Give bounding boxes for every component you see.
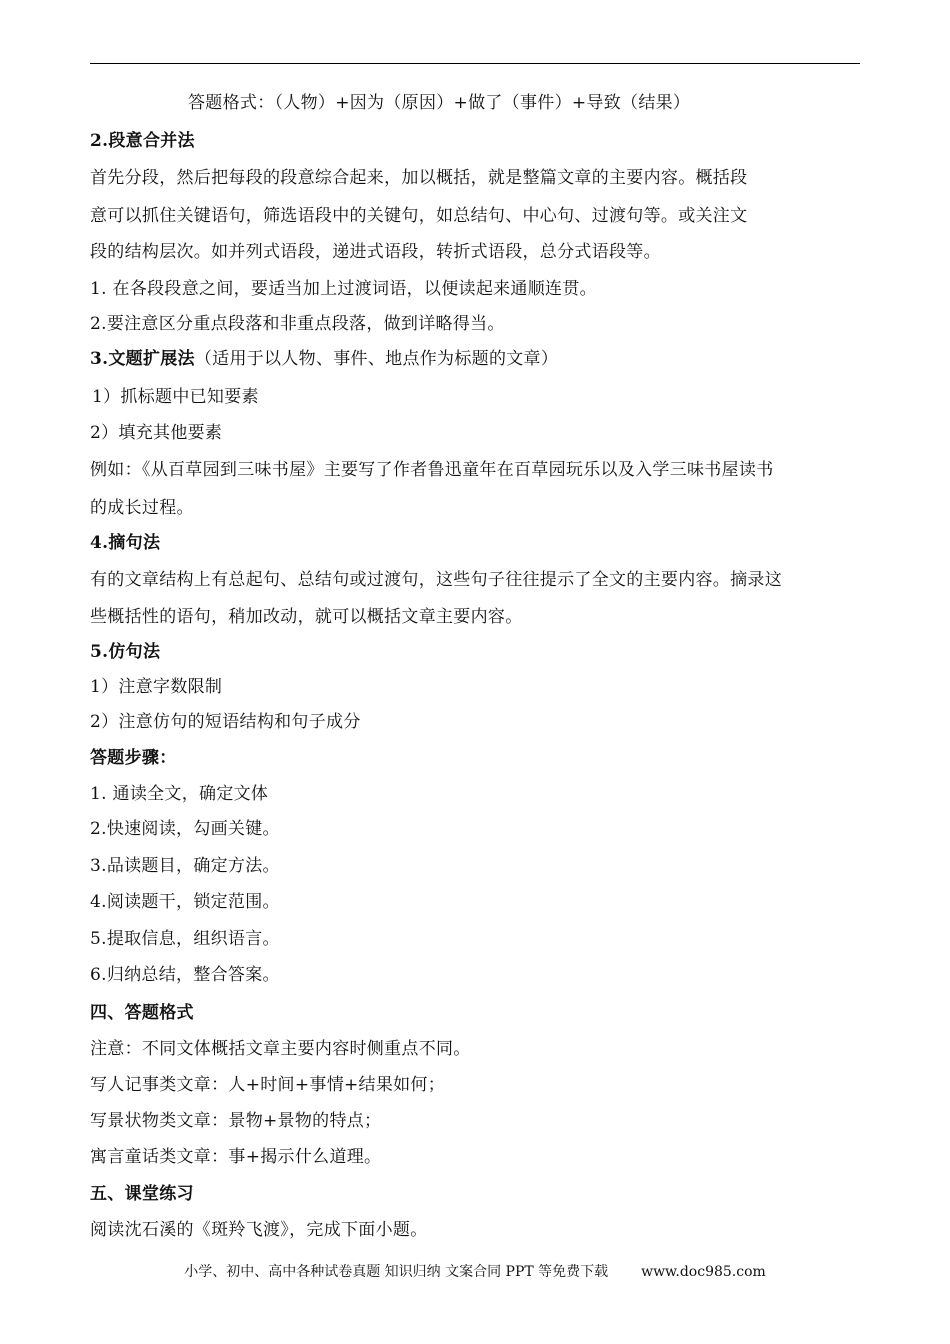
page-footer bbox=[0, 1262, 950, 1282]
steps-title: 答题步骤： bbox=[90, 748, 177, 768]
section-3-example-line: 例如：《从百草园到三味书屋》主要写了作者鲁迅童年在百草园玩乐以及入学三味书屋读书 bbox=[90, 460, 774, 480]
answer-format-line: 答题格式：（人物）+因为（原因）+做了（事件）+导致（结果） bbox=[188, 93, 691, 113]
section-five-title: 五、课堂练习 bbox=[90, 1184, 194, 1204]
step-item: 2.快速阅读，勾画关键。 bbox=[90, 819, 280, 839]
section-4-title: 4.摘句法 bbox=[90, 533, 161, 553]
section-four-line: 注意：不同文体概括文章主要内容时侧重点不同。 bbox=[90, 1039, 471, 1059]
footer-link[interactable]: www.doc985.com bbox=[641, 1264, 766, 1280]
step-item: 1. 通读全文，确定文体 bbox=[90, 784, 269, 804]
step-item: 6.归纳总结，整合答案。 bbox=[90, 965, 280, 985]
section-3-heading bbox=[90, 348, 558, 370]
section-4-para-line: 有的文章结构上有总起句、总结句或过渡句，这些句子往往提示了全文的主要内容。摘录这 bbox=[90, 570, 782, 590]
section-five-line: 阅读沈石溪的《斑羚飞渡》，完成下面小题。 bbox=[90, 1220, 428, 1240]
section-four-line: 寓言童话类文章：事+揭示什么道理。 bbox=[90, 1147, 382, 1167]
section-3-title: 3.文题扩展法 bbox=[90, 349, 195, 369]
section-5-item: 2）注意仿句的短语结构和句子成分 bbox=[90, 712, 361, 732]
section-3-item: 2）填充其他要素 bbox=[90, 423, 223, 443]
section-4-para-line: 些概括性的语句，稍加改动，就可以概括文章主要内容。 bbox=[90, 607, 523, 627]
section-2-para-line: 意可以抓住关键语句，筛选语段中的关键句，如总结句、中心句、过渡句等。或关注文 bbox=[90, 206, 748, 226]
section-3-example-line: 的成长过程。 bbox=[90, 498, 194, 518]
section-3-item: 1）抓标题中已知要素 bbox=[92, 387, 259, 407]
header-rule bbox=[90, 63, 860, 64]
section-2-item: 2.要注意区分重点段落和非重点段落，做到详略得当。 bbox=[90, 314, 505, 334]
section-2-item: 1. 在各段段意之间，要适当加上过渡词语，以便读起来通顺连贯。 bbox=[90, 279, 597, 299]
section-2-title: 2.段意合并法 bbox=[90, 131, 195, 151]
step-item: 5.提取信息，组织语言。 bbox=[90, 929, 280, 949]
section-four-line: 写人记事类文章：人+时间+事情+结果如何； bbox=[90, 1075, 446, 1095]
footer-text: 小学、初中、高中各种试卷真题 知识归纳 文案合同 PPT 等免费下载 bbox=[184, 1264, 609, 1280]
step-item: 4.阅读题干，锁定范围。 bbox=[90, 892, 280, 912]
section-5-title: 5.仿句法 bbox=[90, 642, 161, 662]
section-2-para-line: 首先分段，然后把每段的段意综合起来，加以概括，就是整篇文章的主要内容。概括段 bbox=[90, 168, 748, 188]
section-5-item: 1）注意字数限制 bbox=[90, 677, 223, 697]
section-four-line: 写景状物类文章：景物+景物的特点； bbox=[90, 1111, 382, 1131]
section-2-para-line: 段的结构层次。如并列式语段，递进式语段，转折式语段，总分式语段等。 bbox=[90, 242, 661, 262]
section-four-title: 四、答题格式 bbox=[90, 1003, 194, 1023]
step-item: 3.品读题目，确定方法。 bbox=[90, 856, 280, 876]
section-3-title-note: （适用于以人物、事件、地点作为标题的文章） bbox=[194, 349, 559, 369]
